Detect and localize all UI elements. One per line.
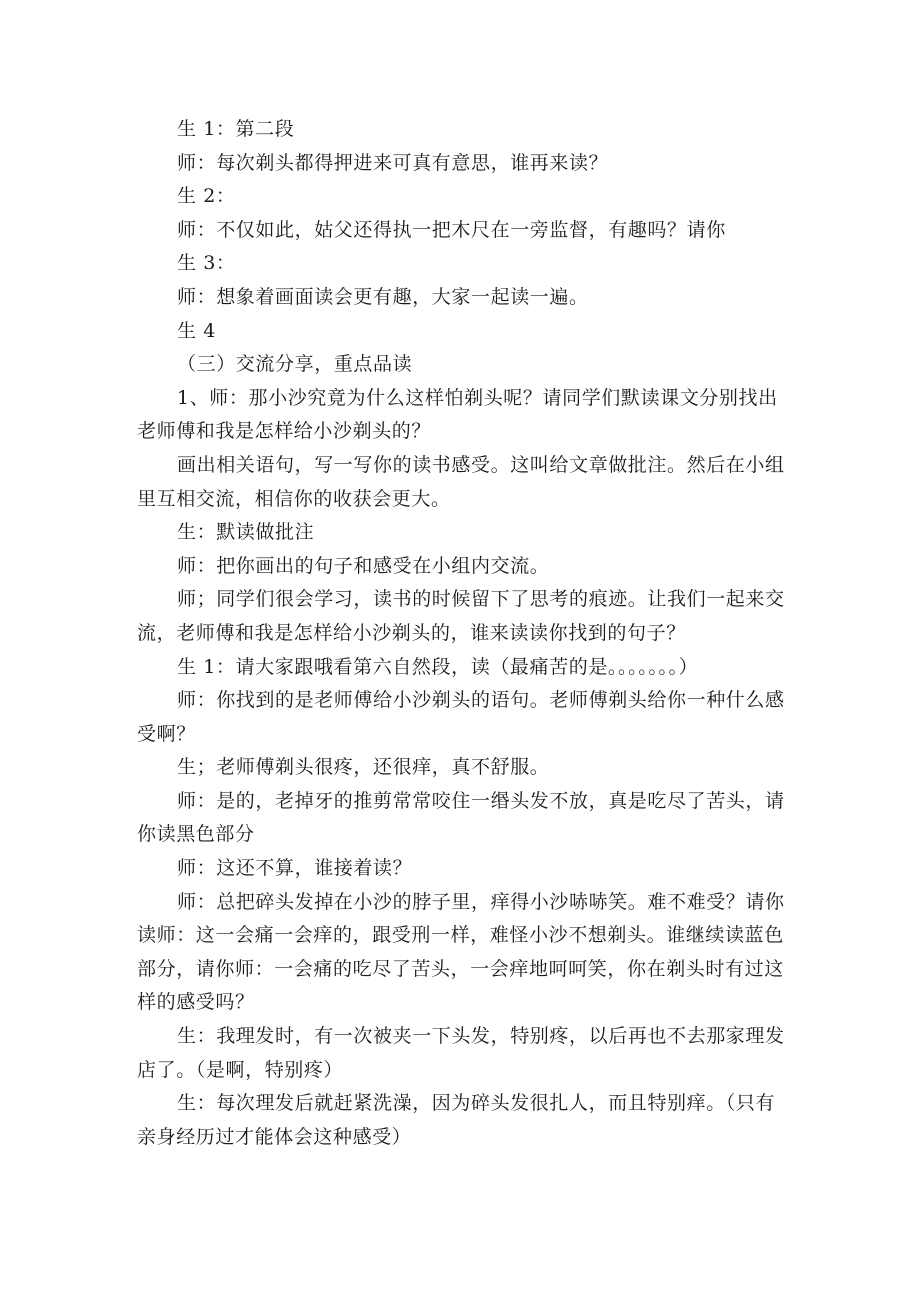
paragraph: 师：把你画出的句子和感受在小组内交流。 — [177, 554, 550, 577]
paragraph: 师：是的，老掉牙的推剪常常咬住一缗头发不放，真是吃尽了苦头，请你读黑色部分 — [137, 789, 785, 846]
paragraph: 师：每次剃头都得押进来可真有意思，谁再来读？ — [177, 151, 609, 174]
paragraph: 生 4 — [177, 319, 216, 342]
paragraph: 生；老师傅剃头很疼，还很痒，真不舒服。 — [177, 756, 550, 779]
paragraph: 生：默读做批注 — [177, 521, 315, 544]
paragraph: 生：我理发时，有一次被夹一下头发，特别疼，以后再也不去那家理发店了。（是啊，特别疼） — [137, 1025, 785, 1081]
paragraph: 师：总把碎头发掉在小沙的脖子里，痒得小沙哧哧笑。难不难受？请你读师：这一会痛一会痒的，跟受刑一样，难怪小沙不想剃头。谁继续读蓝色部分，请你师：一会痛的吃尽了苦头，一会痒地呵呵笑，你在剃头时有过这样的感受吗？ — [137, 890, 785, 1014]
paragraph: 师：这还不算，谁接着读？ — [177, 857, 413, 880]
paragraph: 师；同学们很会学习，读书的时候留下了思考的痕迹。让我们一起来交流，老师傅和我是怎样给小沙剃头的，谁来读读你找到的句子？ — [137, 588, 785, 644]
paragraph: 生 3： — [177, 252, 236, 275]
paragraph: 生 1：请大家跟哦看第六自然段，读（最痛苦的是。。。。。。。） — [177, 655, 699, 678]
paragraph: 生 1：第二段 — [177, 118, 295, 140]
paragraph: （三）交流分享，重点品读 — [177, 353, 413, 376]
document-body — [137, 113, 787, 1154]
paragraph: 生 2： — [177, 185, 236, 208]
paragraph: 师：你找到的是老师傅给小沙剃头的语句。老师傅剃头给你一种什么感受啊？ — [137, 689, 785, 745]
paragraph: 师：想象着画面读会更有趣，大家一起读一遍。 — [177, 285, 589, 308]
paragraph: 画出相关语句，写一写你的读书感受。这叫给文章做批注。然后在小组里互相交流，相信你的收获会更大。 — [137, 453, 785, 510]
paragraph: 1、师：那小沙究竟为什么这样怕剃头呢？请同学们默读课文分别找出老师傅和我是怎样给小沙剃头的？ — [137, 386, 778, 443]
paragraph: 生：每次理发后就赶紧洗澡，因为碎头发很扎人，而且特别痒。（只有亲身经历过才能体会这种感受） — [137, 1092, 776, 1148]
paragraph: 师：不仅如此，姑父还得执一把木尺在一旁监督，有趣吗？请你 — [177, 218, 726, 241]
